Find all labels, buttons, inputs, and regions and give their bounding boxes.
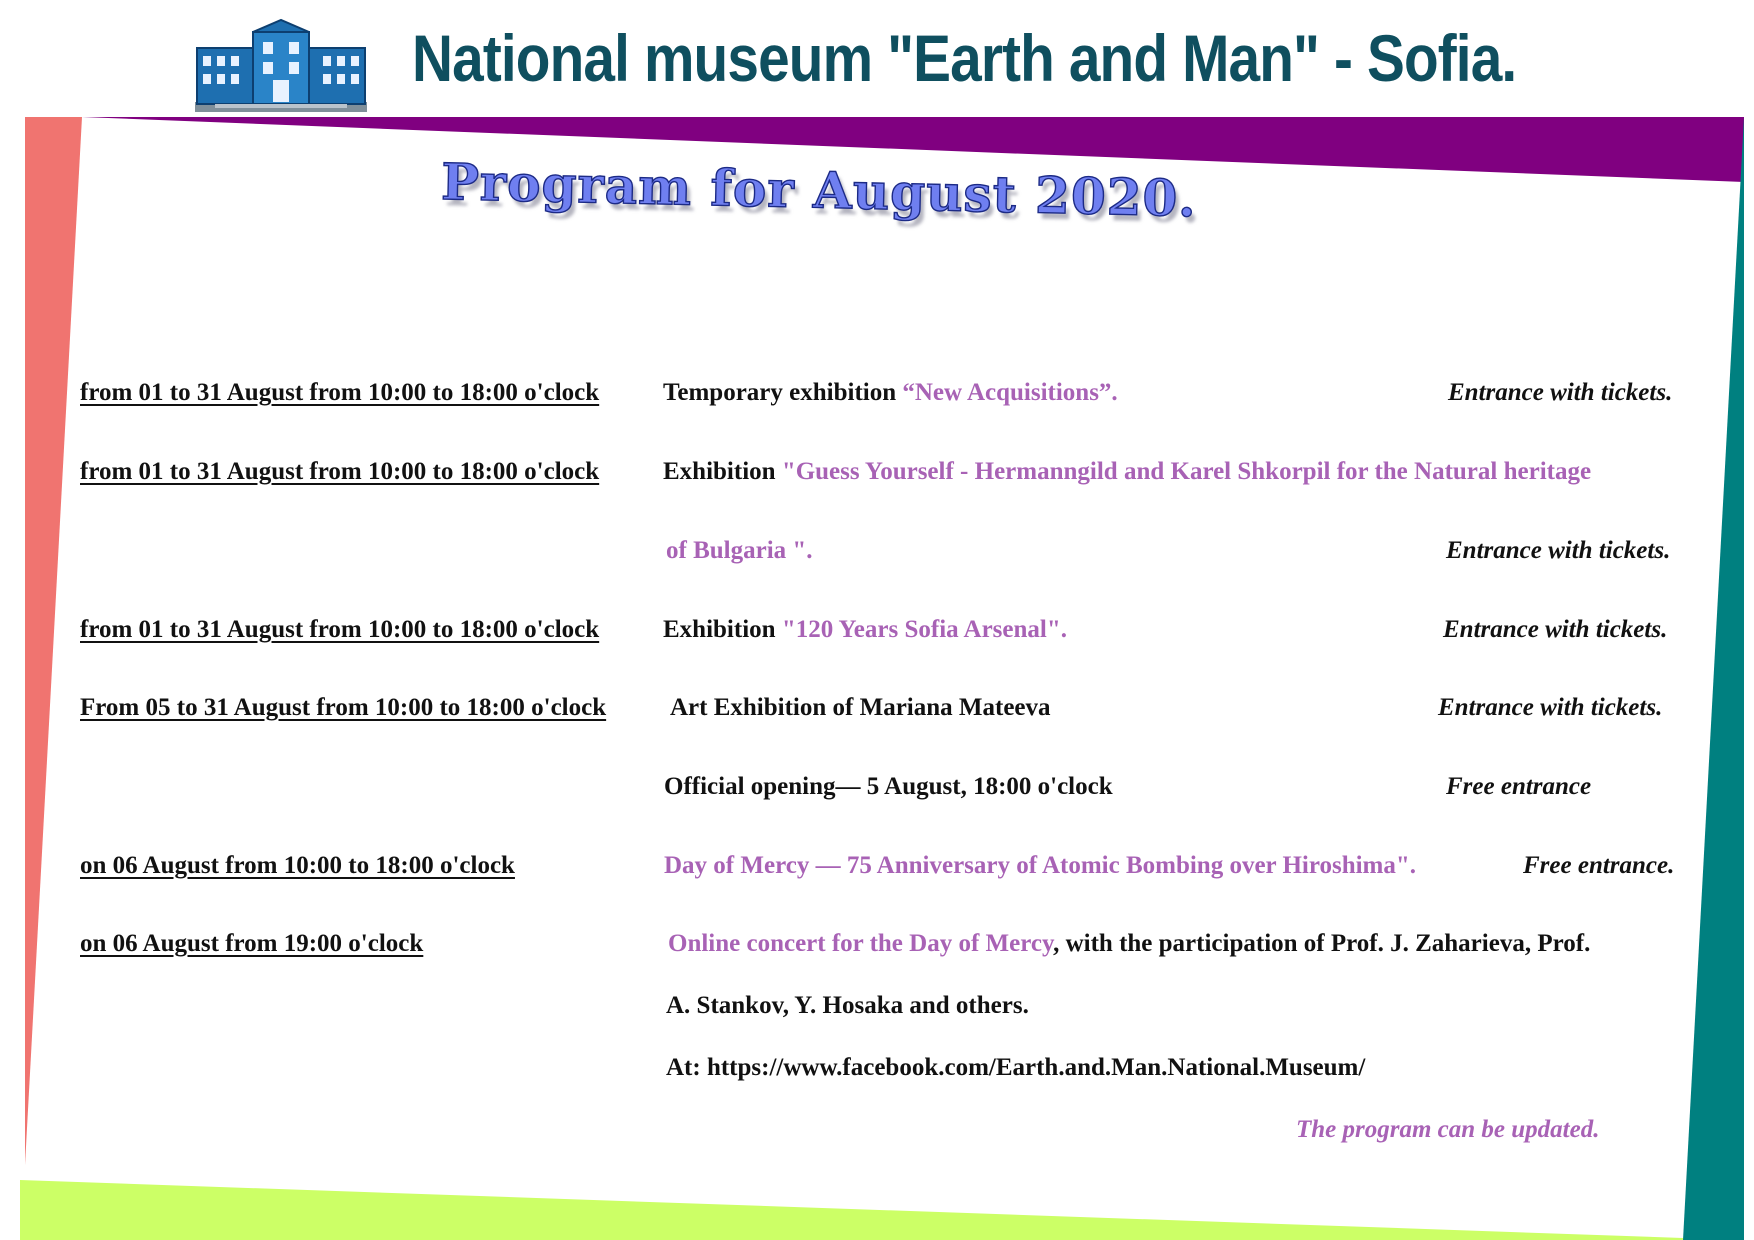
lime-band — [20, 1180, 1683, 1240]
event-highlight: “New Acquisitions”. — [902, 379, 1118, 406]
event-opening: Official opening— 5 August, 18:00 o'clock — [664, 773, 1113, 800]
event-description — [663, 379, 1118, 407]
event-entrance: Entrance with tickets. — [1438, 694, 1663, 721]
event-description — [668, 930, 1590, 958]
event-date: from 01 to 31 August from 10:00 to 18:00 o'clock — [80, 458, 600, 485]
event-prefix: Exhibition — [663, 458, 782, 485]
event-participants: A. Stankov, Y. Hosaka and others. — [666, 992, 1029, 1019]
event-highlight: Day of Mercy — 75 Anniversary of Atomic Bombing over Hiroshima". — [664, 852, 1417, 879]
museum-building-icon — [195, 18, 367, 112]
event-date: on 06 August from 10:00 to 18:00 o'clock — [80, 852, 515, 879]
event-description — [663, 458, 1591, 486]
event-entrance: Entrance with tickets. — [1448, 379, 1673, 406]
event-entrance: Entrance with tickets. — [1443, 616, 1668, 643]
event-highlight: Online concert for the Day of Mercy — [668, 930, 1054, 957]
event-title: Art Exhibition of Mariana Mateeva — [670, 694, 1051, 721]
event-highlight: "120 Years Sofia Arsenal". — [781, 616, 1067, 643]
museum-title: National museum "Earth and Man" - Sofia. — [412, 21, 1517, 95]
event-date: From 05 to 31 August from 10:00 to 18:00 o'clock — [80, 694, 607, 721]
program-title: Program for August 2020. — [440, 152, 1198, 229]
event-description — [663, 616, 1067, 644]
event-entrance: Entrance with tickets. — [1446, 537, 1671, 564]
event-prefix: Temporary exhibition — [663, 379, 903, 406]
salmon-band — [25, 117, 82, 1165]
event-entrance: Free entrance. — [1523, 852, 1675, 879]
event-prefix: Exhibition — [663, 616, 782, 643]
event-link[interactable]: At: https://www.facebook.com/Earth.and.Man.National.Museum/ — [666, 1054, 1366, 1081]
event-suffix: , with the participation of Prof. J. Zaharieva, Prof. — [1053, 930, 1591, 957]
teal-band — [1683, 117, 1744, 1240]
event-date: from 01 to 31 August from 10:00 to 18:00 o'clock — [80, 616, 600, 643]
event-entrance: Free entrance — [1446, 773, 1592, 800]
event-date: on 06 August from 19:00 o'clock — [80, 930, 424, 957]
event-highlight: "Guess Yourself - Hermanngild and Karel Shkorpil for the Natural heritage — [781, 458, 1592, 485]
event-highlight-continued: of Bulgaria ". — [666, 537, 813, 564]
event-date: from 01 to 31 August from 10:00 to 18:00 o'clock — [80, 379, 600, 406]
footer-note: The program can be updated. — [1296, 1116, 1600, 1143]
